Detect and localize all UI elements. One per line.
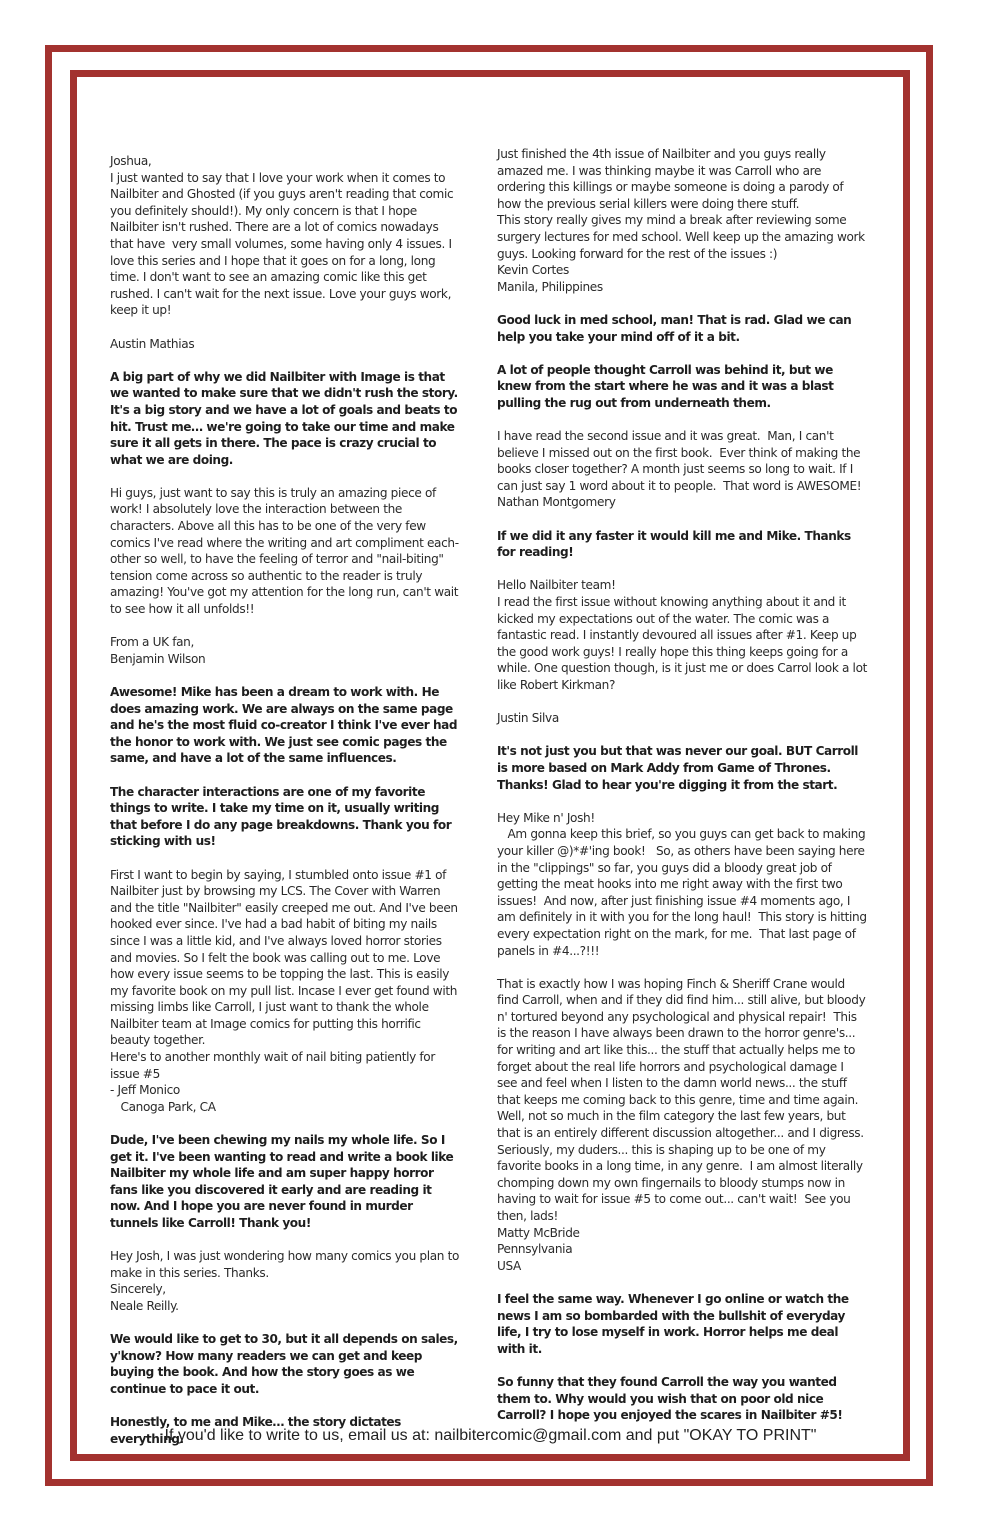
text-line: I read the first issue without knowing anything about it and it kicked my expectations out of the water. The comic was a fantastic read. I instantly devoured all issues after #1. Keep up the good work guys! I really hope this thing keeps going for a while. One question though, is it just me or does Carrol look a lot like Robert Kirkman? <box>497 595 871 692</box>
creator-reply <box>497 362 867 412</box>
text-line: Hello Nailbiter team! <box>497 578 616 593</box>
text-line: Honestly, to me and Mike… the story dictates everything. <box>110 1415 405 1446</box>
creator-reply <box>497 312 867 345</box>
text-line: Hey Mike n' Josh! <box>497 810 595 825</box>
text-line: Austin Mathias <box>110 336 195 351</box>
creator-reply <box>497 743 867 793</box>
text-line: Neale Reilly. <box>110 1298 179 1313</box>
text-line: The character interactions are one of my favorite things to write. I take my time on it, usually writing that before I do any page breakdowns. Thank you for sticking with us! <box>110 784 456 849</box>
text-line: A lot of people thought Carroll was behind it, but we knew from the start where he was and it was a blast pulling the rug out from underneath them. <box>497 362 838 410</box>
text-line: It's not just you but that was never our goal. BUT Carroll is more based on Mark Addy from Game of Thrones. Thanks! Glad to hear you're digging it from the start. <box>497 744 862 792</box>
reader-letter <box>110 1248 462 1314</box>
text-line: Here's to another monthly wait of nail biting patiently for issue #5 <box>110 1050 439 1081</box>
creator-reply <box>497 1291 867 1357</box>
text-line: Am gonna keep this brief, so you guys can get back to making your killer @)*#'ing book! So, as others have been saying here in the "clippings" so far, you guys did a bloody great job of getting the meat hooks into me right away with the first two issues! And now, after just finishing issue #4 moments ago, I am definitely in it with you for the long haul! This story is hitting every expectation right on the mark, for me. That last page of panels in #4...?!!! <box>497 827 871 958</box>
reader-letter <box>497 146 867 295</box>
reader-letter <box>110 336 462 353</box>
text-line: Benjamin Wilson <box>110 651 206 666</box>
creator-reply <box>497 1374 867 1424</box>
text-line: Pennsylvania <box>497 1242 573 1257</box>
reader-letter <box>110 485 462 618</box>
text-line: Joshua, <box>110 154 152 168</box>
text-line: This story really gives my mind a break after reviewing some surgery lectures for med school. Well keep up the amazing work guys. Looking forward for the rest of the issues :) <box>497 213 869 261</box>
text-line: First I want to begin by saying, I stumbled onto issue #1 of Nailbiter just by browsing my LCS. The Cover with Warren and the title "Nailbiter" easily creeped me out. And I've been hooked ever since. I've had a bad habit of biting my nails since I was a little kid, and I've always loved horror stories and movies. So I felt the book was calling out to me. Love how every issue seems to be topping the last. This is easily my favorite book on my pull list. Incase I ever get found with missing limbs like Carroll, I just want to thank the whole Nailbiter team at Image comics for putting this horrific beauty together. <box>110 867 462 1048</box>
text-line: Justin Silva <box>497 711 559 726</box>
creator-reply <box>110 1132 462 1232</box>
reader-letter <box>497 810 871 959</box>
text-line: So funny that they found Carroll the way you wanted them to. Why would you wish that on poor old nice Carroll? I hope you enjoyed the scares in Nailbiter #5! <box>497 1374 843 1423</box>
text-line: Hey Josh, I was just wondering how many comics you plan to make in this series. Thanks. <box>110 1249 463 1280</box>
text-line: Sincerely, <box>110 1282 166 1297</box>
text-line: USA <box>497 1258 521 1273</box>
text-line: I just wanted to say that I love your work when it comes to Nailbiter and Ghosted (if you guys aren't reading that comic you definitely should!). My only concern is that I hope Nailbiter isn't rushed. There are a lot of comics nowadays that have very small volumes, some having only 4 issues. I love this series and I hope that it goes on for a long, long time. I don't want to see an amazing comic like this get rushed. I can't wait for the next issue. Love your guys work, keep it up! <box>110 170 457 318</box>
reader-letter <box>110 867 462 1116</box>
text-line: If we did it any faster it would kill me and Mike. Thanks for reading! <box>497 528 855 560</box>
text-line: Awesome! Mike has been a dream to work with. He does amazing work. We are always on the same page and he's the most fluid co-creator I think I've ever had the honor to work with. We just see comic pages the same, and have a lot of the same influences. <box>110 685 461 766</box>
creator-reply <box>110 1331 462 1397</box>
text-line: From a UK fan, <box>110 635 194 650</box>
reader-letter <box>110 153 462 319</box>
text-line: I have read the second issue and it was great. Man, I can't believe I missed out on the first book. Ever think of making the books closer together? A month just seems so long to wait. If I can just say 1 word about it to people. That word is AWESOME! <box>497 429 864 493</box>
text-line: Matty McBride <box>497 1225 580 1240</box>
reader-letter <box>497 428 867 511</box>
letters-column-left <box>110 153 462 1464</box>
text-line: - Jeff Monico <box>110 1083 180 1098</box>
text-line: Just finished the 4th issue of Nailbiter and you guys really amazed me. I was thinking maybe it was Carroll who are ordering this killings or maybe someone is doing a parody of how the previous serial killers were doing there stuff. <box>497 147 847 211</box>
creator-reply <box>497 528 867 561</box>
text-line: Dude, I've been chewing my nails my whole life. So I get it. I've been wanting to read and write a book like Nailbiter my whole life and am super happy horror fans like you discovered it early and are reading it now. And I hope you are never found in murder tunnels like Carroll! Thank you! <box>110 1133 458 1230</box>
text-line: That is exactly how I was hoping Finch & Sheriff Crane would find Carroll, when and if they did find him... still alive, but bloody n' tortured beyond any psychological and physical repair! This is the reason I have always been drawn to the horror genre's... for writing and art like this... the stuff that actually helps me to forget about the real life horrors and psychological damage I see and feel when I listen to the damn world news... the stuff that keeps me coming back to this genre, time and time again. Well, not so much in the film category the last few years, but that is an entirely different discussion altogether... and I digress. Seriously, my duders... this is shaping up to be one of my favorite books in a long time, in any genre. I am almost literally chomping down my own fingernails to bloody stumps now in having to wait for issue #5 to come out... can't wait! See you then, lads! <box>497 976 871 1223</box>
text-line: We would like to get to 30, but it all depends on sales, y'know? How many readers we can get and keep buying the book. And how the story goes as we continue to pace it out. <box>110 1332 462 1396</box>
footer-contact-note: If you'd like to write to us, email us at: nailbitercomic@gmail.com and put "OKAY TO PRINT" <box>164 1427 817 1444</box>
text-line: A big part of why we did Nailbiter with Image is that we wanted to make sure that we didn't rush the story. It's a big story and we have a lot of goals and beats to hit. Trust me… we're going to take our time and make sure it all gets in there. The pace is crazy crucial to what we are doing. <box>110 369 462 467</box>
text-line: Good luck in med school, man! That is rad. Glad we can help you take your mind off of it a bit. <box>497 312 856 344</box>
reader-letter <box>497 710 867 727</box>
reader-letter <box>497 976 871 1275</box>
letters-column-right <box>497 146 871 1440</box>
text-line: Kevin Cortes <box>497 263 569 278</box>
text-line: Manila, Philippines <box>497 279 603 294</box>
text-line: Hi guys, just want to say this is truly an amazing piece of work! I absolutely love the interaction between the characters. Above all this has to be one of the very few comics I've read where the writing and art compliment each-other so well, to have the feeling of terror and "nail-biting" tension come across so authentic to the reader is truly amazing! You've got my attention for the long run, can't wait to see how it all unfolds!! <box>110 485 462 617</box>
creator-reply <box>110 784 462 850</box>
text-line: Canoga Park, CA <box>110 1099 216 1114</box>
text-line: Nathan Montgomery <box>497 495 616 510</box>
reader-letter <box>110 634 462 667</box>
creator-reply <box>110 369 462 469</box>
reader-letter <box>497 577 871 693</box>
creator-reply <box>110 684 462 767</box>
text-line: I feel the same way. Whenever I go online or watch the news I am so bombarded with the bullshit of everyday life, I try to lose myself in work. Horror helps me deal with it. <box>497 1291 853 1356</box>
